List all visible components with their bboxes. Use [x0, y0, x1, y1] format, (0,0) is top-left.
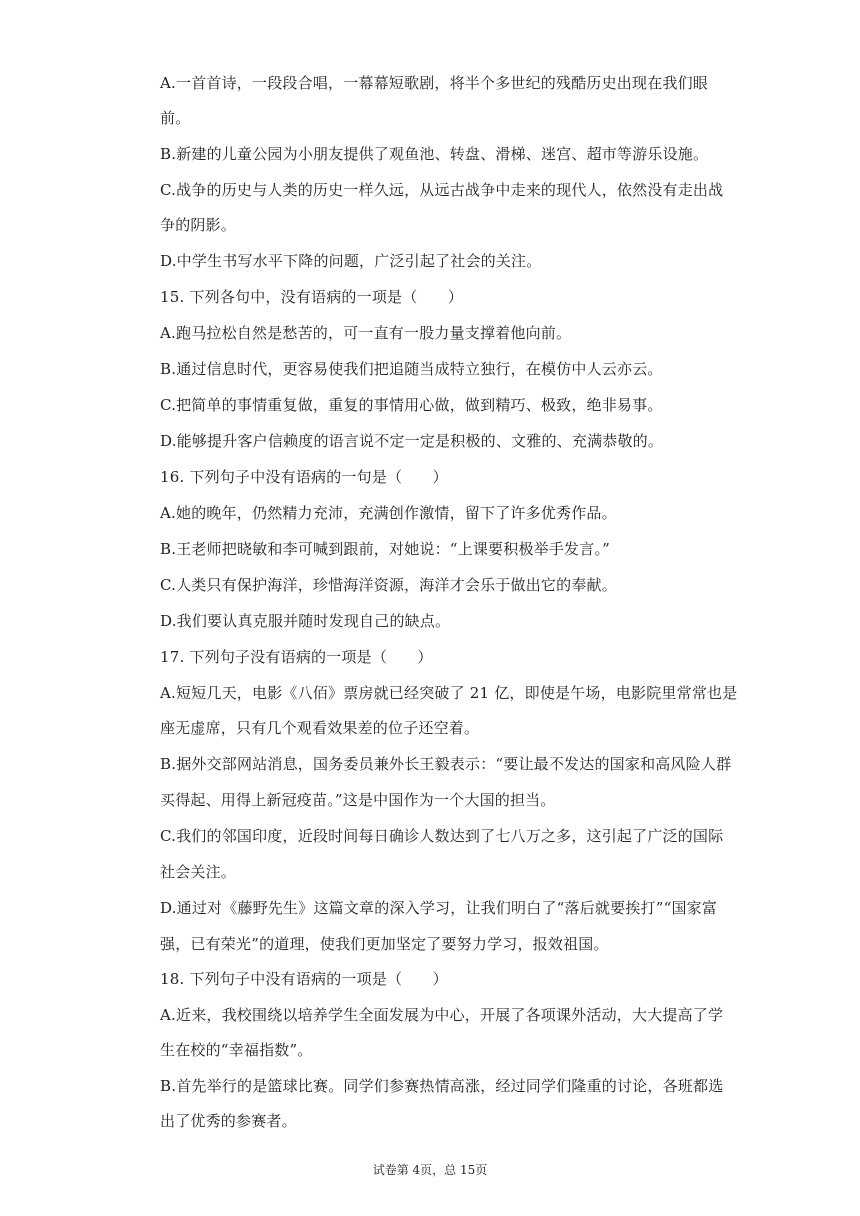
text-line: D.能够提升客户信赖度的语言说不定一定是积极的、文雅的、充满恭敬的。 — [160, 432, 664, 450]
text-line: B.首先举行的是篮球比赛。同学们参赛热情高涨，经过同学们隆重的讨论，各班都选 — [160, 1077, 724, 1095]
text-line: 强，已有荣光”的道理，使我们更加坚定了要努力学习，报效祖国。 — [160, 935, 609, 953]
text-line: 争的阴影。 — [160, 216, 237, 234]
text-line: C.人类只有保护海洋，珍惜海洋资源，海洋才会乐于做出它的奉献。 — [160, 576, 617, 594]
question-stem: 18. 下列句子中没有语病的一项是（ ） — [160, 970, 448, 988]
text-line: D.我们要认真克服并随时发现自己的缺点。 — [160, 612, 451, 630]
text-line: C.我们的邻国印度，近段时间每日确诊人数达到了七八万之多，这引起了广泛的国际 — [160, 827, 724, 845]
text-line: 出了优秀的参赛者。 — [160, 1112, 297, 1130]
text-line: C.战争的历史与人类的历史一样久远，从远古战争中走来的现代人，依然没有走出战 — [160, 181, 724, 199]
question-stem: 15. 下列各句中，没有语病的一项是（ ） — [160, 288, 464, 306]
text-line: A.短短几天，电影《八佰》票房就已经突破了 21 亿，即使是午场，电影院里常常也是 — [160, 684, 738, 702]
text-line: 生在校的“幸福指数”。 — [160, 1041, 313, 1059]
text-line: A.一首首诗，一段段合唱，一幕幕短歌剧，将半个多世纪的残酷历史出现在我们眼 — [160, 74, 709, 92]
text-line: D.通过对《藤野先生》这篇文章的深入学习，让我们明白了“落后就要挨打”“国家富 — [160, 899, 718, 917]
text-line: B.王老师把晓敏和李可喊到跟前，对她说：“上课要积极举手发言。” — [160, 540, 611, 558]
text-line: 社会关注。 — [160, 863, 237, 881]
text-line: A.她的晚年，仍然精力充沛，充满创作激情，留下了许多优秀作品。 — [160, 504, 617, 522]
text-line: B.通过信息时代，更容易使我们把追随当成特立独行，在模仿中人云亦云。 — [160, 360, 663, 378]
text-line: D.中学生书写水平下降的问题，广泛引起了社会的关注。 — [160, 252, 542, 270]
text-line: 前。 — [160, 109, 191, 127]
text-line: 买得起、用得上新冠疫苗。”这是中国作为一个大国的担当。 — [160, 791, 556, 809]
text-line: C.把简单的事情重复做，重复的事情用心做，做到精巧、极致，绝非易事。 — [160, 396, 663, 414]
text-line: B.据外交部网站消息，国务委员兼外长王毅表示：“要让最不发达的国家和高风险人群 — [160, 755, 732, 773]
text-line: 座无虚席，只有几个观看效果差的位子还空着。 — [160, 719, 480, 737]
question-stem: 17. 下列句子没有语病的一项是（ ） — [160, 648, 433, 666]
question-stem: 16. 下列句子中没有语病的一句是（ ） — [160, 468, 448, 486]
text-line: A.近来，我校围绕以培养学生全面发展为中心，开展了各项课外活动，大大提高了学 — [160, 1006, 724, 1024]
text-line: B.新建的儿童公园为小朋友提供了观鱼池、转盘、滑梯、迷宫、超市等游乐设施。 — [160, 145, 709, 163]
text-line: A.跑马拉松自然是愁苦的，可一直有一股力量支撑着他向前。 — [160, 324, 572, 342]
page-footer: 试卷第 4页，总 15页 — [372, 1163, 488, 1177]
